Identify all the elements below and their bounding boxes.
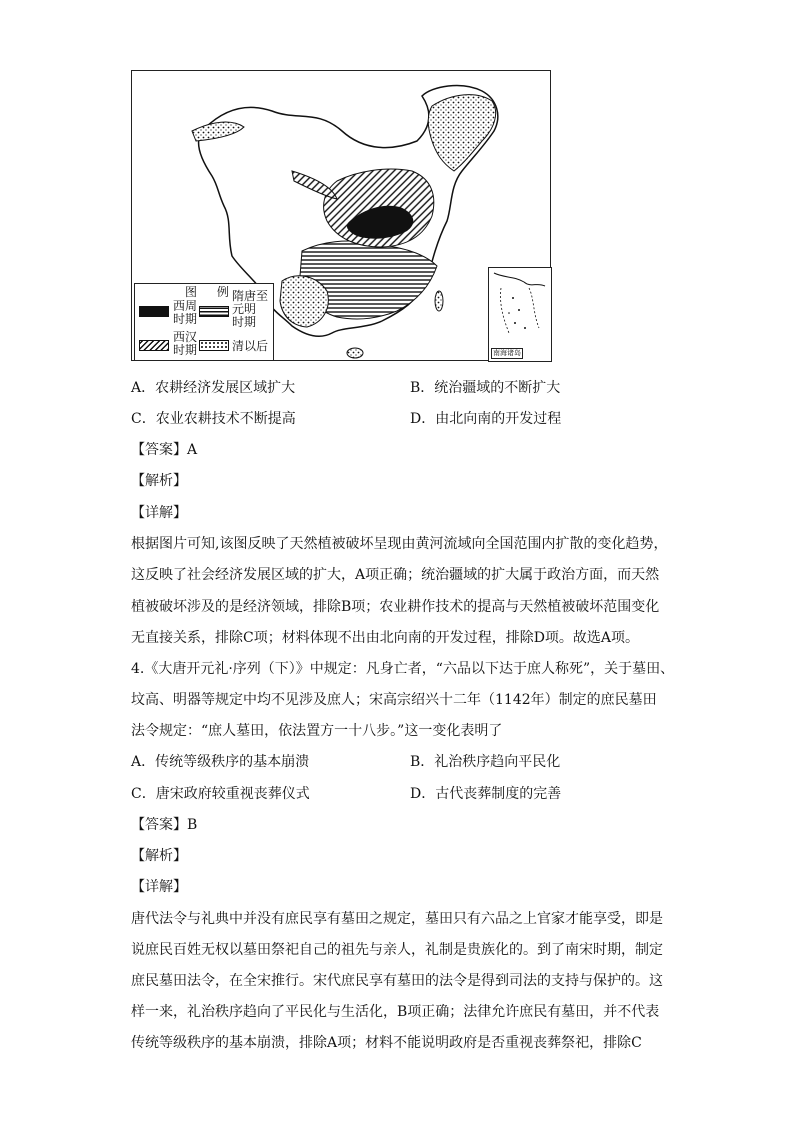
q3-explanation-line-3: 植被破坏涉及的是经济领域，排除B项；农业耕作技术的提高与天然植被破坏范围变化 (131, 599, 660, 615)
legend-swatch-qing (199, 340, 229, 351)
south-china-sea-inset (488, 267, 552, 362)
q4-analysis-heading: 【解析】 (131, 848, 187, 864)
q3-option-d: D．由北向南的开发过程 (410, 411, 562, 427)
q4-explanation-line-5: 传统等级秩序的基本崩溃，排除A项；材料不能说明政府是否重视丧葬祭祀，排除C (131, 1035, 642, 1051)
q4-option-c: C．唐宋政府较重视丧葬仪式 (131, 786, 310, 802)
q4-explanation-line-1: 唐代法令与礼典中并没有庶民享有墓田之规定，墓田只有六品之上官家才能享受，即是 (131, 911, 663, 927)
legend-label-xizhou-1: 西周 (173, 299, 198, 313)
q4-option-a: A．传统等级秩序的基本崩溃 (131, 754, 310, 770)
q3-detail-heading: 【详解】 (131, 505, 187, 521)
legend-label-suitang-1: 隋唐至 (232, 289, 269, 303)
legend-label-xizhou-2: 时期 (173, 312, 198, 326)
q4-stem-line-3: 法令规定：“庶人墓田，依法置方一十八步。”这一变化表明了 (131, 723, 503, 739)
q3-option-a: A．农耕经济发展区域扩大 (131, 380, 296, 396)
legend-label-xihan-2: 时期 (173, 343, 198, 357)
legend-label-xihan-1: 西汉 (173, 330, 198, 344)
q4-stem-line-2: 坟高、明器等规定中均不见涉及庶人；宋高宗绍兴十二年（1142年）制定的庶民墓田 (131, 692, 657, 708)
q3-explanation-line-1: 根据图片可知,该图反映了天然植被破坏呈现由黄河流域向全国范围内扩散的变化趋势， (131, 536, 668, 552)
q3-explanation-line-4: 无直接关系，排除C项；材料体现不出由北向南的开发过程，排除D项。故选A项。 (131, 630, 640, 646)
q4-explanation-line-2: 说庶民百姓无权以墓田祭祀自己的祖先与亲人，礼制是贵族化的。到了南宋时期，制定 (131, 942, 663, 958)
legend-swatch-xizhou (139, 306, 169, 317)
q3-analysis-heading: 【解析】 (131, 473, 187, 489)
q4-explanation-line-3: 庶民墓田法令，在全宋推行。宋代庶民享有墓田的法令是得到司法的支持与保护的。这 (131, 973, 663, 989)
inset-drawing (489, 268, 551, 348)
q3-option-b: B．统治疆域的不断扩大 (410, 380, 561, 396)
legend-label-qing: 清以后 (232, 339, 269, 353)
q4-option-b: B．礼治秩序趋向平民化 (410, 754, 561, 770)
taiwan-island (435, 291, 443, 311)
legend-label-suitang-3: 时期 (232, 315, 257, 329)
hainan-island (347, 348, 363, 358)
q4-option-d: D．古代丧葬制度的完善 (410, 786, 562, 802)
q3-explanation-line-2: 这反映了社会经济发展区域的扩大，A项正确；统治疆域的扩大属于政治方面，而天然 (131, 567, 660, 583)
legend-label-suitang-2: 元明 (232, 302, 257, 316)
legend-title: 图 例 (185, 285, 237, 299)
map-legend (134, 283, 274, 361)
legend-swatch-xihan (139, 340, 169, 351)
q4-explanation-line-4: 样一来，礼治秩序趋向了平民化与生活化，B项正确；法律允许庶民有墓田，并不代表 (131, 1004, 660, 1020)
q3-answer: 【答案】A (131, 442, 198, 458)
china-vegetation-map (131, 70, 551, 361)
q4-stem-line-1: 4.《大唐开元礼·序列（下）》中规定：凡身亡者，“六品以下达于庶人称死”，关于墓田、 (131, 661, 675, 677)
q4-detail-heading: 【详解】 (131, 879, 187, 895)
inset-label: 南海诸岛 (493, 349, 521, 357)
legend-swatch-suitang (199, 306, 229, 317)
q4-answer: 【答案】B (131, 817, 198, 833)
q3-option-c: C．农业农耕技术不断提高 (131, 411, 296, 427)
